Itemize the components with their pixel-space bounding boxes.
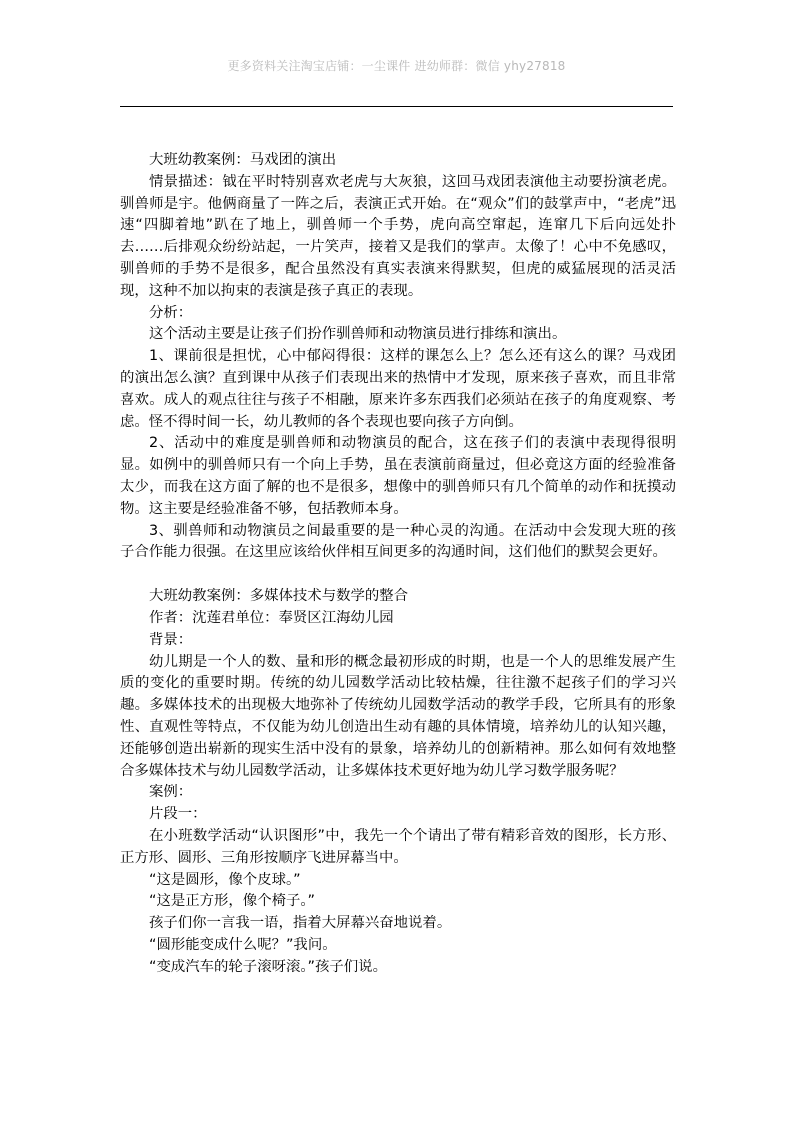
- case2-segment1-label: 片段一：: [149, 806, 207, 823]
- page-header: 更多资料关注淘宝店铺：一尘课件 进幼师群：微信 yhy27818: [227, 59, 566, 73]
- case1-title: 大班幼教案例：马戏团的演出: [149, 152, 337, 168]
- case2-quote-1: “这是圆形，像个皮球。”: [149, 871, 301, 888]
- case1-analysis-label: 分析：: [149, 304, 193, 321]
- case-multimedia-math: [120, 586, 676, 978]
- case2-author: 作者：沈莲君单位：奉贤区江海幼儿园: [149, 609, 394, 626]
- document-body: [120, 150, 676, 978]
- section-gap: [120, 564, 676, 586]
- case1-scenario: 情景描述：钺在平时特别喜欢老虎与大灰狼，这回马戏团表演他主动要扮演老虎。驯兽师是宇。他俩商量了一阵之后，表演正式开始。在“观众”们的鼓掌声中，“老虎”迅速“四脚着地”趴在了地上，驯兽师一个手势，虎向高空窜起，连窜几下后向远处扑去……后排观众纷纷站起，一片笑声，接着又是我们的掌声。太像了！心中不免感叹，驯兽师的手势不是很多，配合虽然没有真实表演来得默契，但虎的威猛展现的活灵活现，这种不加以拘束的表演是孩子真正的表现。: [120, 173, 676, 299]
- case2-title: 大班幼教案例：多媒体技术与数学的整合: [149, 588, 409, 605]
- case2-quote-2: “这是正方形，像个椅子。”: [149, 893, 316, 910]
- case2-answer: “变成汽车的轮子滚呀滚。”孩子们说。: [149, 958, 387, 975]
- case2-case-label: 案例：: [149, 784, 193, 801]
- header-divider: [120, 106, 673, 107]
- case1-analysis-intro: 这个活动主要是让孩子们扮作驯兽师和动物演员进行排练和演出。: [149, 326, 567, 343]
- case2-question: “圆形能变成什么呢？”我问。: [149, 936, 337, 953]
- case1-point-1: 1、课前很是担忧，心中郁闷得很：这样的课怎么上？怎么还有这么的课？马戏团的演出怎么演？直到课中从孩子们表现出来的热情中才发现，原来孩子喜欢，而且非常喜欢。成人的观点往往与孩子不相融，原来许多东西我们必须站在孩子的角度观察、考虑。怪不得时间一长，幼儿教师的各个表现也要向孩子方向倒。: [120, 348, 676, 430]
- case2-segment1-intro: 在小班数学活动“认识图形”中，我先一个个请出了带有精彩音效的图形，长方形、正方形、圆形、三角形按顺序飞进屏幕当中。: [120, 827, 676, 866]
- case2-background-label: 背景：: [149, 631, 193, 648]
- case2-background: 幼儿期是一个人的数、量和形的概念最初形成的时期，也是一个人的思维发展产生质的变化的重要时期。传统的幼儿园数学活动比较枯燥，往往激不起孩子们的学习兴趣。多媒体技术的出现极大地弥补了传统幼儿园数学活动的教学手段，它所具有的形象性、直观性等特点，不仅能为幼儿创造出生动有趣的具体情境，培养幼儿的认知兴趣，还能够创造出崭新的现实生活中没有的景象，培养幼儿的创新精神。那么如何有效地整合多媒体技术与幼儿园数学活动，让多媒体技术更好地为幼儿学习数学服务呢？: [120, 653, 676, 779]
- case2-narration: 孩子们你一言我一语，指着大屏幕兴奋地说着。: [149, 915, 452, 932]
- case-circus: [120, 150, 676, 564]
- case1-point-3: 3、驯兽师和动物演员之间最重要的是一种心灵的沟通。在活动中会发现大班的孩子合作能力很强。在这里应该给伙伴相互间更多的沟通时间，这们他们的默契会更好。: [120, 522, 676, 561]
- case1-point-2: 2、活动中的难度是驯兽师和动物演员的配合，这在孩子们的表演中表现得很明显。如例中的驯兽师只有一个向上手势，虽在表演前商量过，但必竟这方面的经验准备太少，而我在这方面了解的也不是很多，想像中的驯兽师只有几个简单的动作和抚摸动物。这主要是经验准备不够，包括教师本身。: [120, 435, 676, 517]
